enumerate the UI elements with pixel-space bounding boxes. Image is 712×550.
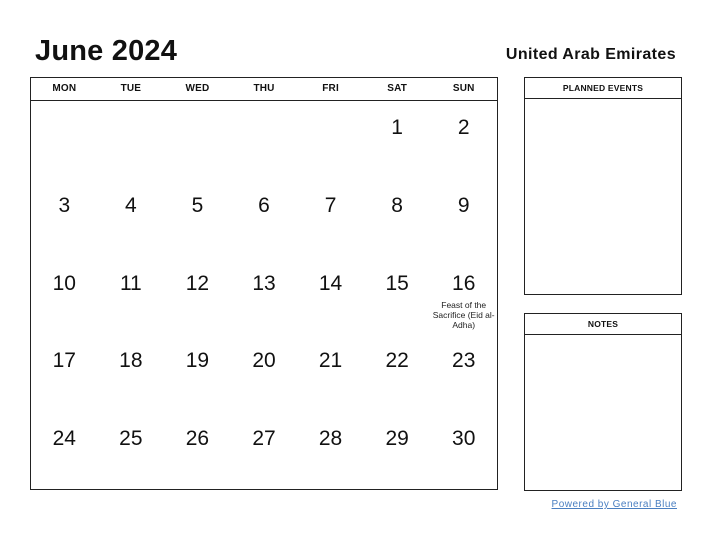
weekday-wed: WED — [185, 83, 210, 94]
day-cell — [364, 100, 431, 178]
day-number: 23 — [452, 349, 476, 373]
day-number: 10 — [52, 271, 76, 295]
day-cell — [430, 256, 497, 334]
day-number: 20 — [252, 349, 276, 373]
weekday-fri: FRI — [322, 83, 339, 94]
day-number: 3 — [58, 193, 71, 217]
day-cell — [164, 411, 231, 489]
day-number: 19 — [185, 349, 210, 373]
day-cell — [98, 178, 165, 256]
weekday-mon: MON — [52, 83, 77, 94]
day-number: 30 — [452, 427, 476, 451]
day-number: 1 — [391, 116, 403, 139]
day-number: 11 — [119, 271, 142, 295]
day-number: 21 — [318, 349, 343, 373]
empty-day-cell — [231, 100, 298, 178]
day-cell — [297, 256, 364, 334]
day-cell — [231, 333, 298, 411]
day-number: 8 — [391, 193, 403, 217]
calendar-grid — [30, 77, 498, 490]
day-cell — [297, 411, 364, 489]
day-number: 7 — [324, 193, 337, 217]
notes-header: NOTES — [525, 314, 681, 335]
day-number: 4 — [125, 193, 137, 217]
empty-day-cell — [98, 100, 165, 178]
weekday-sat: SAT — [387, 83, 408, 94]
day-number: 17 — [52, 349, 76, 373]
day-cell — [231, 411, 298, 489]
day-cell — [31, 178, 98, 256]
empty-day-cell — [31, 100, 98, 178]
day-cell — [164, 256, 231, 334]
day-cell — [231, 256, 298, 334]
day-cell — [430, 178, 497, 256]
day-cell — [430, 411, 497, 489]
day-cell — [98, 411, 165, 489]
holiday-label: Feast of the Sacrifice (Eid al-Adha) — [432, 299, 495, 330]
day-number: 18 — [119, 349, 143, 373]
day-cell — [98, 256, 165, 334]
day-cell — [297, 178, 364, 256]
empty-day-cell — [164, 100, 231, 178]
country-name: United Arab Emirates — [505, 46, 676, 63]
day-cell — [31, 411, 98, 489]
day-number: 27 — [252, 427, 276, 451]
weekday-header-row — [31, 78, 497, 101]
weekday-sun: SUN — [452, 83, 475, 94]
powered-by-link[interactable]: Powered by General Blue — [551, 499, 677, 510]
day-number: 22 — [385, 349, 409, 373]
planned-events-header: PLANNED EVENTS — [525, 78, 681, 99]
day-cell — [164, 333, 231, 411]
day-grid — [31, 100, 497, 489]
weekday-thu: THU — [253, 83, 275, 94]
day-cell — [364, 256, 431, 334]
day-cell — [430, 333, 497, 411]
day-number: 29 — [385, 427, 409, 451]
day-number: 14 — [318, 271, 343, 295]
day-number: 24 — [52, 427, 76, 451]
weekday-tue: TUE — [120, 83, 142, 94]
day-cell — [297, 333, 364, 411]
empty-day-cell — [297, 100, 364, 178]
day-number: 2 — [457, 116, 470, 139]
day-number: 12 — [185, 271, 210, 295]
day-cell — [364, 411, 431, 489]
day-number: 6 — [258, 193, 270, 217]
day-number: 15 — [385, 271, 409, 295]
day-cell — [364, 333, 431, 411]
notes-box — [524, 313, 682, 491]
day-cell — [364, 178, 431, 256]
day-cell — [98, 333, 165, 411]
day-cell — [430, 100, 497, 178]
day-cell — [31, 256, 98, 334]
day-cell — [231, 178, 298, 256]
day-number: 25 — [119, 427, 143, 451]
day-number: 5 — [191, 193, 204, 217]
day-cell — [164, 178, 231, 256]
day-number: 16 — [452, 271, 476, 295]
day-number: 28 — [318, 427, 343, 451]
planned-events-box — [524, 77, 682, 295]
day-cell — [31, 333, 98, 411]
day-number: 13 — [252, 271, 276, 295]
day-number: 26 — [185, 427, 210, 451]
month-title: June 2024 — [35, 35, 178, 67]
day-number: 9 — [457, 193, 470, 217]
